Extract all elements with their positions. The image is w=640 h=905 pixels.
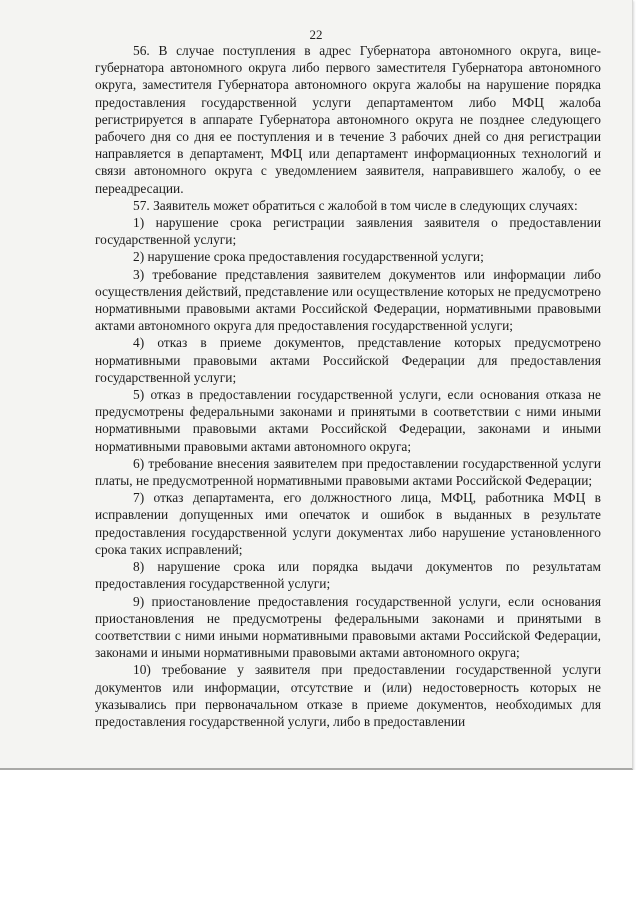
list-item-3: 3) требование представления заявителем документов или информации либо осуществления действий, представление или осуществление которых не предусмотрено нормативными правовыми актами Российской Федерации, нормативными правовыми актами автономного округа для предоставления государственной услуги; [95, 266, 601, 334]
list-item-1: 1) нарушение срока регистрации заявления заявителя о предоставлении государственной услуги; [95, 215, 601, 248]
list-item-7: 7) отказ департамента, его должностного лица, МФЦ, работника МФЦ в исправлении допущенных ими опечаток и ошибок в выданных в результате предоставления государственной услуги документах либо нарушение установленного срока таких исправлений; [95, 490, 601, 557]
list-item-9: 9) приостановление предоставления государственной услуги, если основания приостановления не предусмотрены федеральными законами и принятыми в соответствии с ними иными нормативными правовыми актами Российской Федерации, законами и иными нормативными правовыми актами автономного округа; [95, 593, 601, 661]
blank-area [0, 770, 640, 905]
list-item-6: 6) требование внесения заявителем при предоставлении государственной услуги платы, не предусмотренной нормативными правовыми актами Российской Федерации; [95, 455, 601, 489]
paragraph-56: 56. В случае поступления в адрес Губернатора автономного округа, вице-губернатора автономного округа либо первого заместителя Губернатора автономного округа, заместителя Губернатора автономного округа жалобы на нарушение порядка предоставления государственной услуги департаментом либо МФЦ жалоба регистрируется в аппарате Губернатора автономного округа не позднее следующего рабочего дня со дня ее поступления и в течение 3 рабочих дней со дня регистрации направляется в департамент, МФЦ или департамент информационных технологий и связи автономного округа с уведомлением заявителя, направившего жалобу, о ее переадресации. [95, 43, 601, 196]
paragraph-57: 57. Заявитель может обратиться с жалобой в том числе в следующих случаях: [133, 197, 578, 213]
list-item-8: 8) нарушение срока или порядка выдачи документов по результатам предоставления государственной услуги; [95, 559, 601, 592]
list-item-10: 10) требование у заявителя при предоставлении государственной услуги документов или информации, отсутствие и (или) недостоверность которых не указывались при первоначальном отказе в приеме документов, необходимых для предоставления государственной услуги, либо в предоставлении [95, 662, 601, 729]
page-number: 22 [309, 27, 323, 42]
list-item-5: 5) отказ в предоставлении государственной услуги, если основания отказа не предусмотрены федеральными законами и принятыми в соответствии с ними иными нормативными правовыми актами Российской Федерации, законами и иными нормативными правовыми актами автономного округа; [95, 387, 601, 454]
list-item-2: 2) нарушение срока предоставления государственной услуги; [133, 249, 484, 265]
list-item-4: 4) отказ в приеме документов, представление которых предусмотрено нормативными правовыми актами Российской Федерации для предоставления государственной услуги; [95, 335, 601, 385]
document-body [95, 42, 601, 730]
